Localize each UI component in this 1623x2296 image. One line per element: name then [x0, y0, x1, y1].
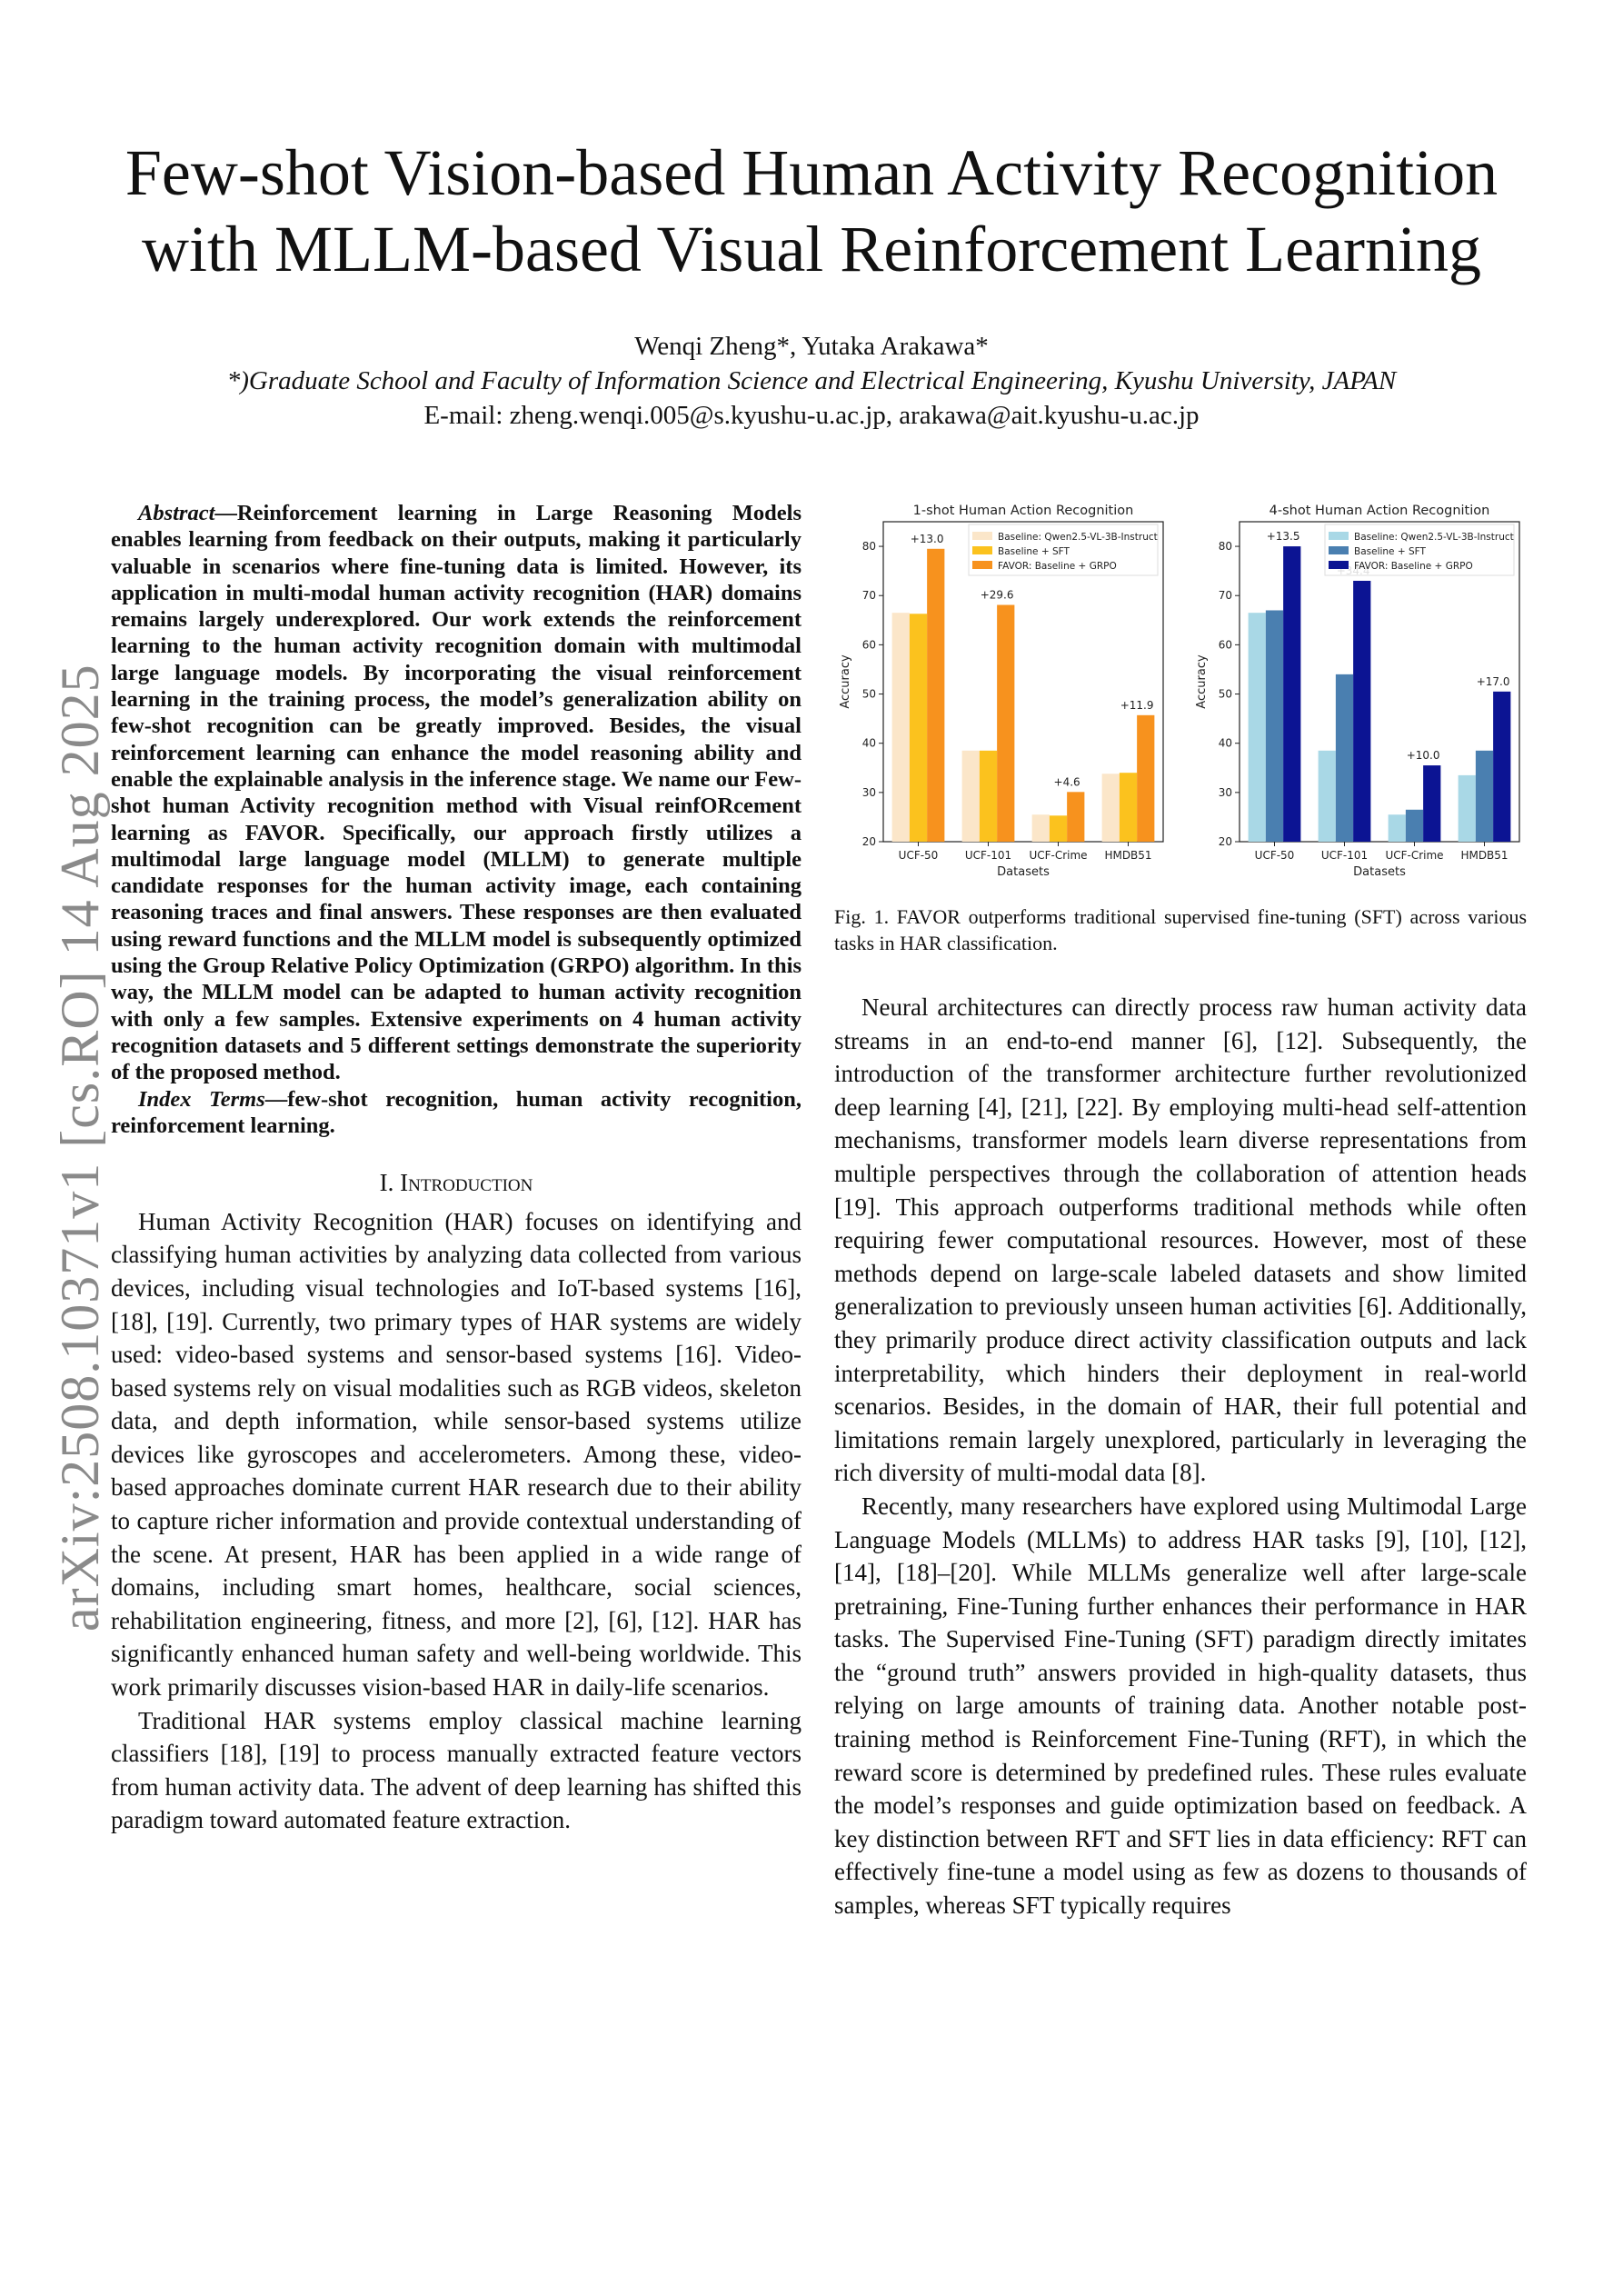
- right-column: [834, 991, 1527, 1922]
- left-column: [111, 500, 802, 1837]
- y-tick-label: 40: [1218, 736, 1232, 750]
- bar: [997, 605, 1014, 842]
- bar: [1266, 610, 1283, 842]
- bar: [962, 751, 980, 842]
- author-block: [73, 329, 1550, 433]
- y-tick-label: 70: [1218, 589, 1232, 603]
- legend-swatch: [1329, 532, 1349, 540]
- y-tick-label: 60: [861, 638, 876, 652]
- y-tick-label: 30: [1218, 785, 1232, 799]
- y-axis-label: Accuracy: [1195, 654, 1209, 709]
- x-axis-label: Datasets: [997, 865, 1050, 879]
- bar: [1459, 775, 1476, 842]
- bar-annotation: +4.6: [1053, 775, 1080, 789]
- bar: [1336, 674, 1353, 842]
- bar: [1283, 546, 1300, 842]
- x-tick-label: UCF-50: [1254, 849, 1295, 862]
- bar: [1050, 815, 1067, 842]
- bar: [1389, 814, 1406, 842]
- x-tick-label: HMDB51: [1460, 849, 1508, 862]
- legend-label: FAVOR: Baseline + GRPO: [998, 561, 1117, 572]
- x-tick-label: HMDB51: [1104, 849, 1152, 862]
- paper-title: [73, 135, 1550, 287]
- author-names: Wenqi Zheng*, Yutaka Arakawa*: [634, 332, 989, 361]
- section-heading: [111, 1166, 802, 1200]
- section-number: I.: [379, 1169, 394, 1197]
- y-axis-label: Accuracy: [839, 654, 852, 709]
- bar-annotation: +13.5: [1266, 530, 1300, 544]
- y-tick-label: 70: [861, 589, 876, 603]
- legend-swatch: [972, 546, 992, 554]
- paragraph: Recently, many researchers have explored using Multimodal Large Language Models (MLLMs) to address HAR tasks [9], [10], [12], [14], [18]–[20]. While MLLMs generalize well after large-scale pretraining, Fine-Tuning further enhances their performance in HAR tasks. The Supervised Fine-Tuning (SFT) paradigm directly imitates the “ground truth” answers provided in high-quality datasets, thus relying on large amounts of training data. Another notable post-training method is Reinforcement Fine-Tuning (RFT), in which the reward score is determined by predefined rules. These rules evaluate the model’s responses and guide optimization based on feedback. A key distinction between RFT and SFT lies in data efficiency: RFT can effectively fine-tune a model using as few as dozens to thousands of samples, whereas SFT typically requires: [834, 1492, 1527, 1920]
- bar: [1476, 751, 1493, 842]
- x-tick-label: UCF-101: [964, 849, 1012, 862]
- chart-title: 4-shot Human Action Recognition: [1269, 504, 1490, 518]
- paragraph: Neural architectures can directly process raw human activity data streams in an end-to-end manner [6], [12]. Subsequently, the introduction of the transformer architecture further revolutionized deep learning [4], [21], [22]. By employing multi-head self-attention mechanisms, transformer models learn diverse representations from multiple perspectives through the collaboration of attention heads [19]. This approach outperforms traditional methods while often requiring fewer computational resources. However, most of these methods depend on large-scale labeled datasets and show limited generalization to previously unseen human activities [6]. Additionally, they primarily produce direct activity classification outputs and lack interpretability, which hinders their deployment in real-world scenarios. Besides, in the domain of HAR, their full potential and limitations remain largely unexplored, particularly in leveraging the rich diversity of multi-modal data [8].: [834, 993, 1527, 1487]
- bar: [1423, 765, 1440, 842]
- bar: [1353, 581, 1370, 842]
- bar: [927, 549, 944, 842]
- bar-annotation: +10.0: [1406, 749, 1440, 763]
- legend-label: Baseline + SFT: [998, 546, 1070, 557]
- legend-label: FAVOR: Baseline + GRPO: [1354, 561, 1473, 572]
- abstract: [111, 500, 802, 1139]
- legend-label: Baseline: Qwen2.5-VL-3B-Instruct: [998, 532, 1158, 543]
- bar: [1032, 814, 1050, 842]
- figure-1-charts: [834, 498, 1527, 898]
- legend-swatch: [1329, 546, 1349, 554]
- legend-swatch: [972, 532, 992, 540]
- bar: [1319, 751, 1336, 842]
- paragraph: Human Activity Recognition (HAR) focuses on identifying and classifying human activities by analyzing data collected from various devices, including visual technologies and IoT-based systems [16], [18], [19]. Currently, two primary types of HAR systems are widely used: video-based systems and sensor-based systems [16]. Video-based systems rely on visual modalities such as RGB videos, skeleton data, and depth information, while sensor-based systems utilize devices like gyroscopes and accelerometers. Among these, video-based approaches dominate current HAR research due to their ability to capture richer information and provide contextual understanding of the scene. At present, HAR has been applied in a wide range of domains, including smart homes, healthcare, social sciences, rehabilitation engineering, fitness, and more [2], [6], [12]. HAR has significantly enhanced human safety and well-being worldwide. This work primarily discusses vision-based HAR in daily-life scenarios.: [111, 1207, 802, 1702]
- legend-label: Baseline + SFT: [1354, 546, 1426, 557]
- y-tick-label: 60: [1218, 638, 1232, 652]
- x-tick-label: UCF-Crime: [1385, 849, 1444, 862]
- bar: [1249, 613, 1266, 842]
- index-terms-text: —few-shot recognition, human activity recognition, reinforcement learning.: [111, 1086, 802, 1138]
- y-tick-label: 20: [1218, 835, 1232, 848]
- x-tick-label: UCF-101: [1320, 849, 1369, 862]
- title-line-1: Few-shot Vision-based Human Activity Recognition: [124, 136, 1499, 209]
- bar: [1067, 792, 1084, 842]
- bar: [1493, 692, 1510, 842]
- y-tick-label: 50: [861, 687, 876, 701]
- title-line-2: with MLLM-based Visual Reinforcement Learning: [142, 213, 1481, 285]
- bar-annotation: +29.6: [980, 588, 1014, 602]
- bar: [980, 751, 997, 842]
- paragraph: Traditional HAR systems employ classical machine learning classifiers [18], [19] to process manually extracted feature vectors from human activity data. The advent of deep learning has shifted this paradigm toward automated feature extraction.: [111, 1706, 802, 1834]
- bar-annotation: +11.9: [1120, 698, 1154, 712]
- bar: [910, 614, 927, 842]
- y-tick-label: 80: [1218, 540, 1232, 554]
- y-tick-label: 50: [1218, 687, 1232, 701]
- x-tick-label: UCF-50: [898, 849, 939, 862]
- bar-annotation: +13.0: [910, 532, 944, 545]
- section-title: Introduction: [400, 1169, 533, 1197]
- figure-caption: Fig. 1. FAVOR outperforms traditional supervised fine-tuning (SFT) across various tasks in HAR classification.: [834, 905, 1527, 954]
- bar-annotation: +17.0: [1476, 674, 1510, 688]
- bar: [1102, 774, 1120, 842]
- y-tick-label: 40: [861, 736, 876, 750]
- x-tick-label: UCF-Crime: [1029, 849, 1088, 862]
- y-tick-label: 80: [861, 540, 876, 554]
- abstract-text: —Reinforcement learning in Large Reasoning Models enables learning from feedback on their outputs, making it particularly valuable in scenarios where fine-tuning data is limited. However, its application in multi-modal human activity recognition (HAR) domains remains largely underexplored. Our work extends the reinforcement learning to the human activity recognition domain with multimodal large language models. By incorporating the visual reinforcement learning in the training process, the model’s generalization ability on few-shot recognition can be greatly improved. Besides, the visual reinforcement learning can enhance the model reasoning ability and enable the explainable analysis in the inference stage. We name our Few-shot human Activity recognition method with Visual reinfORcement learning as FAVOR. Specifically, our approach firstly utilizes a multimodal large language model (MLLM) to generate multiple candidate responses for the human activity image, each containing reasoning traces and final answers. These responses are then evaluated using reward functions and the MLLM model is subsequently optimized using the Group Relative Policy Optimization (GRPO) algorithm. In this way, the MLLM model can be adapted to human activity recognition with only a few samples. Extensive experiments on 4 human activity recognition datasets and 5 different settings demonstrate the superiority of the proposed method.: [111, 501, 802, 1085]
- bar: [1406, 810, 1423, 842]
- email-line: E-mail: zheng.wenqi.005@s.kyushu-u.ac.jp, arakawa@ait.kyushu-u.ac.jp: [423, 401, 1200, 430]
- y-tick-label: 30: [861, 785, 876, 799]
- arxiv-identifier: arXiv:2508.10371v1 [cs.RO] 14 Aug 2025: [50, 664, 110, 1632]
- bar: [1120, 773, 1137, 842]
- legend-swatch: [1329, 561, 1349, 569]
- legend-swatch: [972, 561, 992, 569]
- x-axis-label: Datasets: [1353, 865, 1406, 879]
- legend-label: Baseline: Qwen2.5-VL-3B-Instruct: [1354, 532, 1514, 543]
- affiliation: *)Graduate School and Faculty of Information Science and Electrical Engineering, Kyushu University, JAPAN: [226, 366, 1397, 395]
- chart-title: 1-shot Human Action Recognition: [912, 504, 1134, 518]
- y-tick-label: 20: [861, 835, 876, 848]
- bar: [892, 613, 910, 842]
- bar: [1137, 715, 1154, 842]
- index-terms-label: Index Terms: [138, 1086, 265, 1112]
- abstract-label: Abstract: [138, 501, 215, 525]
